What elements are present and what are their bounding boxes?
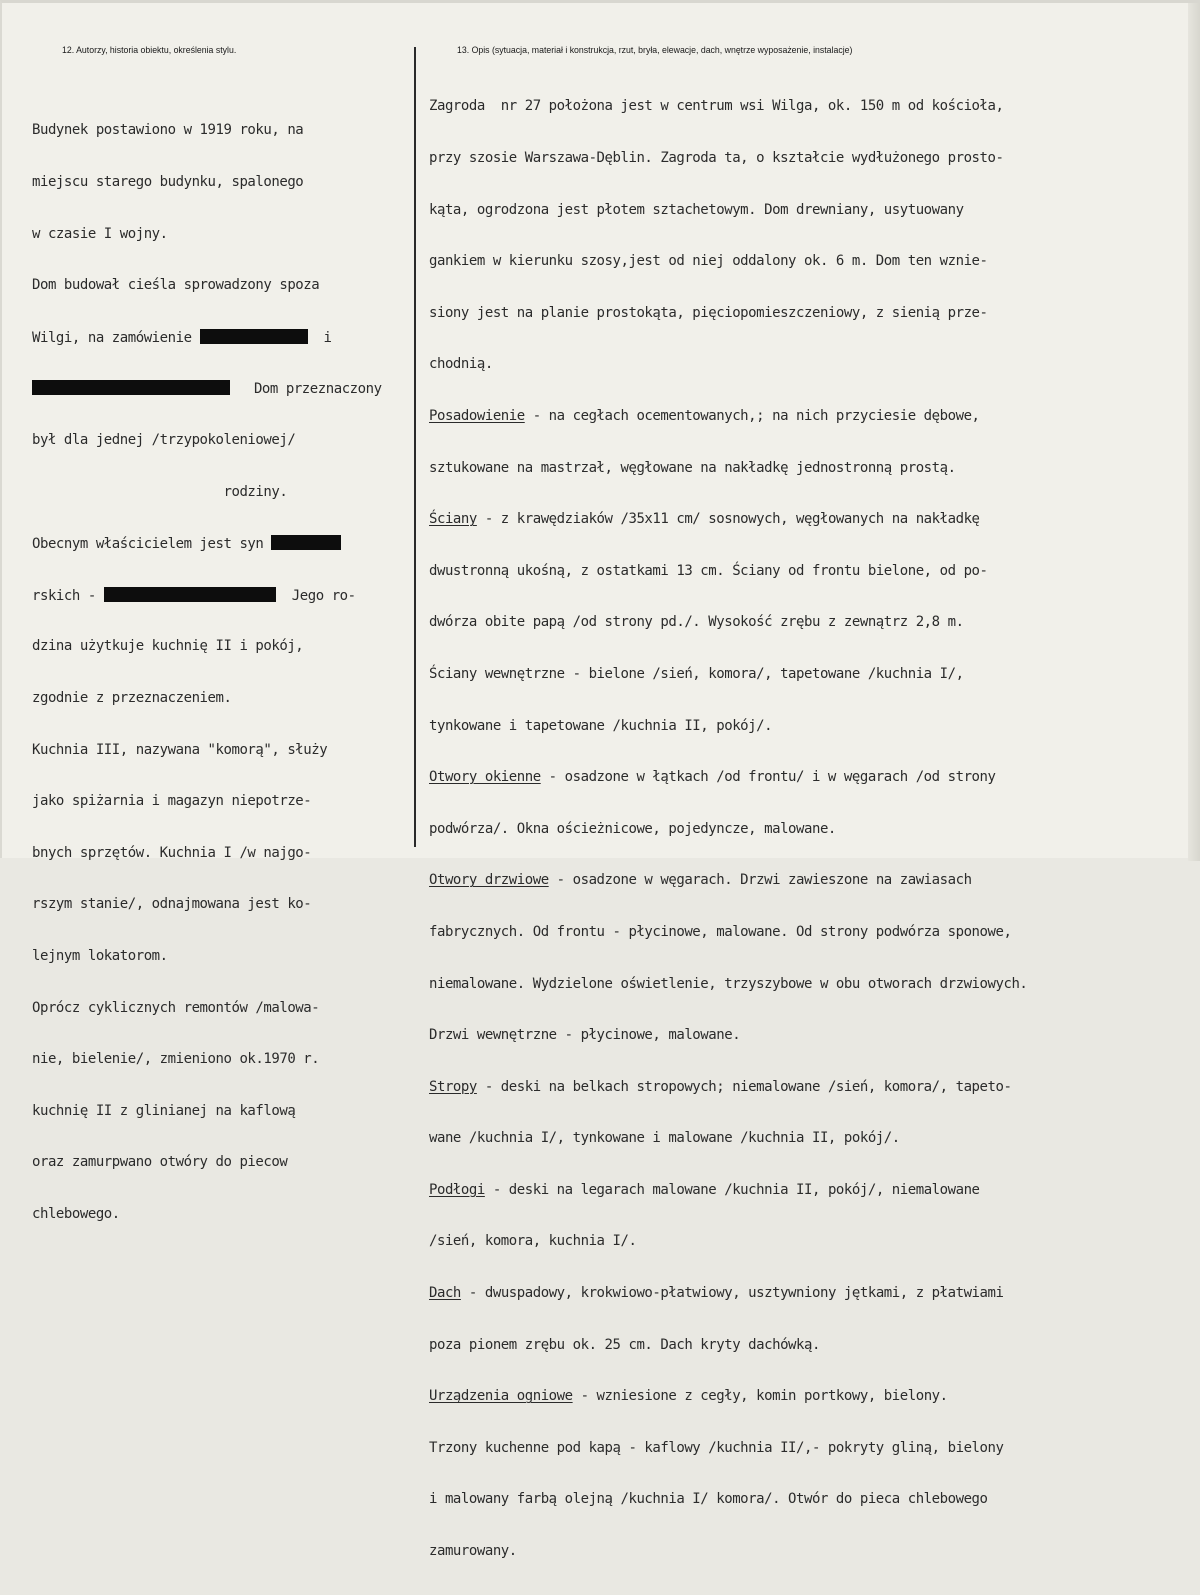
text-fragment: Obecnym właścicielem jest syn: [32, 536, 264, 553]
text-line: Budynek postawiono w 1919 roku, na: [32, 122, 304, 139]
text-line: Dom budował cieśla sprowadzony spoza: [32, 277, 320, 294]
text-line: Trzony kuchenne pod kapą - kaflowy /kuchnia II/,- pokryty gliną, bielony: [429, 1439, 1004, 1456]
section-label-sciany: Ściany: [429, 511, 477, 528]
description-text-column: [429, 64, 1189, 1595]
text-fragment: - na cegłach ocementowanych,; na nich przyciesie dębowe,: [524, 407, 980, 424]
text-line: poza pionem zrębu ok. 25 cm. Dach kryty dachówką.: [429, 1336, 820, 1353]
text-line: [429, 408, 1189, 425]
text-line: Zagroda nr 27 położona jest w centrum wsi Wilga, ok. 150 m od kościoła,: [429, 98, 1004, 115]
text-fragment: Jego ro-: [291, 587, 356, 604]
text-line: gankiem w kierunku szosy,jest od niej oddalony ok. 6 m. Dom ten wznie-: [429, 253, 988, 270]
text-line: dwustronną ukośną, z ostatkami 13 cm. Ściany od frontu bielone, od po-: [429, 562, 988, 579]
text-line: [429, 1182, 1189, 1199]
text-line: [429, 1079, 1189, 1096]
text-line: wane /kuchnia I/, tynkowane i malowane /kuchnia II, pokój/.: [429, 1130, 900, 1147]
text-line: [32, 587, 407, 604]
text-line: sztukowane na mastrzał, węgłowane na nakładkę jednostronną prostą.: [429, 459, 956, 476]
text-line: miejscu starego budynku, spalonego: [32, 174, 304, 190]
text-line: [429, 769, 1189, 786]
text-fragment: - deski na belkach stropowych; niemalowane /sień, komora/, tapeto-: [476, 1078, 1012, 1095]
text-line: w czasie I wojny.: [32, 225, 168, 242]
text-line: rszym stanie/, odnajmowana jest ko-: [32, 896, 312, 913]
redaction-bar: [271, 535, 341, 550]
text-line: lejnym lokatorom.: [32, 947, 168, 964]
text-fragment: - dwuspadowy, krokwiowo-płatwiowy, usztywniony jętkami, z płatwiami: [460, 1285, 1004, 1302]
text-line: [32, 329, 407, 346]
section-label-otwory-drzwiowe: Otwory drzwiowe: [429, 872, 549, 889]
text-line: [429, 1388, 1189, 1405]
text-line: kuchnię II z glinianej na kaflową: [32, 1102, 296, 1119]
text-fragment: - osadzone w węgarach. Drzwi zawieszone na zawiasach: [548, 872, 972, 889]
text-fragment: rskich -: [32, 587, 96, 604]
text-line: chlebowego.: [32, 1205, 120, 1222]
text-line: zgodnie z przeznaczeniem.: [32, 689, 232, 706]
text-fragment: - osadzone w łątkach /od frontu/ i w węgarach /od strony: [540, 769, 996, 786]
text-fragment: - z krawędziaków /35x11 cm/ sosnowych, węgłowanych na nakładkę: [476, 511, 980, 528]
text-line: Drzwi wewnętrzne - płycinowe, malowane.: [429, 1027, 741, 1044]
text-line: Kuchnia III, nazywana "komorą", służy: [32, 741, 328, 758]
text-fragment: rodziny.: [223, 483, 288, 500]
text-line: /sień, komora, kuchnia I/.: [429, 1233, 637, 1250]
text-line: był dla jednej /trzypokoleniowej/: [32, 431, 296, 448]
text-line: Oprócz cyklicznych remontów /malowa-: [32, 999, 320, 1016]
text-line: siony jest na planie prostokąta, pięciopomieszczeniowy, z sienią prze-: [429, 304, 988, 321]
page-edge-shadow: [1188, 3, 1200, 861]
history-text-column: [32, 88, 407, 1257]
text-line: kąta, ogrodzona jest płotem sztachetowym. Dom drewniany, usytuowany: [429, 201, 964, 218]
text-line: podwórza/. Okna ościeżnicowe, pojedyncze, malowane.: [429, 820, 836, 837]
text-line: [32, 535, 407, 552]
text-line: zamurowany.: [429, 1543, 517, 1560]
text-line: tynkowane i tapetowane /kuchnia II, pokój/.: [429, 717, 773, 734]
redaction-bar: [104, 587, 276, 602]
text-line: fabrycznych. Od frontu - płycinowe, malowane. Od strony podwórza sponowe,: [429, 923, 1012, 940]
text-line: [32, 484, 407, 501]
text-line: dzina użytkuje kuchnię II i pokój,: [32, 638, 304, 655]
text-line: dwórza obite papą /od strony pd./. Wysokość zrębu z zewnątrz 2,8 m.: [429, 614, 964, 631]
section-label-urzadzenia-ogniowe: Urządzenia ogniowe: [429, 1388, 573, 1405]
redaction-bar: [200, 329, 308, 344]
text-line: jako spiżarnia i magazyn niepotrze-: [32, 793, 312, 810]
section-label-otwory-okienne: Otwory okienne: [429, 769, 541, 786]
redaction-bar: [32, 380, 230, 395]
section-label-podlogi: Podłogi: [429, 1181, 485, 1198]
text-fragment: - deski na legarach malowane /kuchnia II, pokój/, niemalowane: [484, 1181, 980, 1198]
text-line: nie, bielenie/, zmieniono ok.1970 r.: [32, 1051, 320, 1068]
text-line: [429, 872, 1189, 889]
text-line: i malowany farbą olejną /kuchnia I/ komora/. Otwór do pieca chlebowego: [429, 1491, 988, 1508]
text-fragment: Wilgi, na zamówienie: [32, 329, 192, 346]
text-fragment: - wzniesione z cegły, komin portkowy, bielony.: [572, 1388, 948, 1405]
text-line: Ściany wewnętrzne - bielone /sień, komora/, tapetowane /kuchnia I/,: [429, 665, 964, 682]
section-13-heading: 13. Opis (sytuacja, materiał i konstrukcja, rzut, bryła, elewacje, dach, wnętrze wyposażenie, instalacje): [457, 45, 853, 56]
column-divider: [414, 47, 416, 847]
text-line: oraz zamurpwano otwóry do piecow: [32, 1154, 288, 1171]
text-line: chodnią.: [429, 356, 493, 373]
text-line: bnych sprzętów. Kuchnia I /w najgo-: [32, 844, 312, 861]
text-line: niemalowane. Wydzielone oświetlenie, trzyszybowe w obu otworach drzwiowych.: [429, 975, 1028, 992]
section-12-heading: 12. Autorzy, historia obiektu, określenia stylu.: [62, 45, 237, 56]
text-line: [429, 1285, 1189, 1302]
text-line: [429, 511, 1189, 528]
section-label-stropy: Stropy: [429, 1078, 477, 1095]
section-label-dach: Dach: [429, 1285, 461, 1302]
text-fragment: Dom przeznaczony: [253, 381, 382, 398]
text-fragment: i: [323, 329, 332, 346]
text-line: [32, 380, 407, 397]
text-line: przy szosie Warszawa-Dęblin. Zagroda ta, o kształcie wydłużonego prosto-: [429, 150, 1004, 166]
section-label-posadowienie: Posadowienie: [429, 407, 525, 424]
